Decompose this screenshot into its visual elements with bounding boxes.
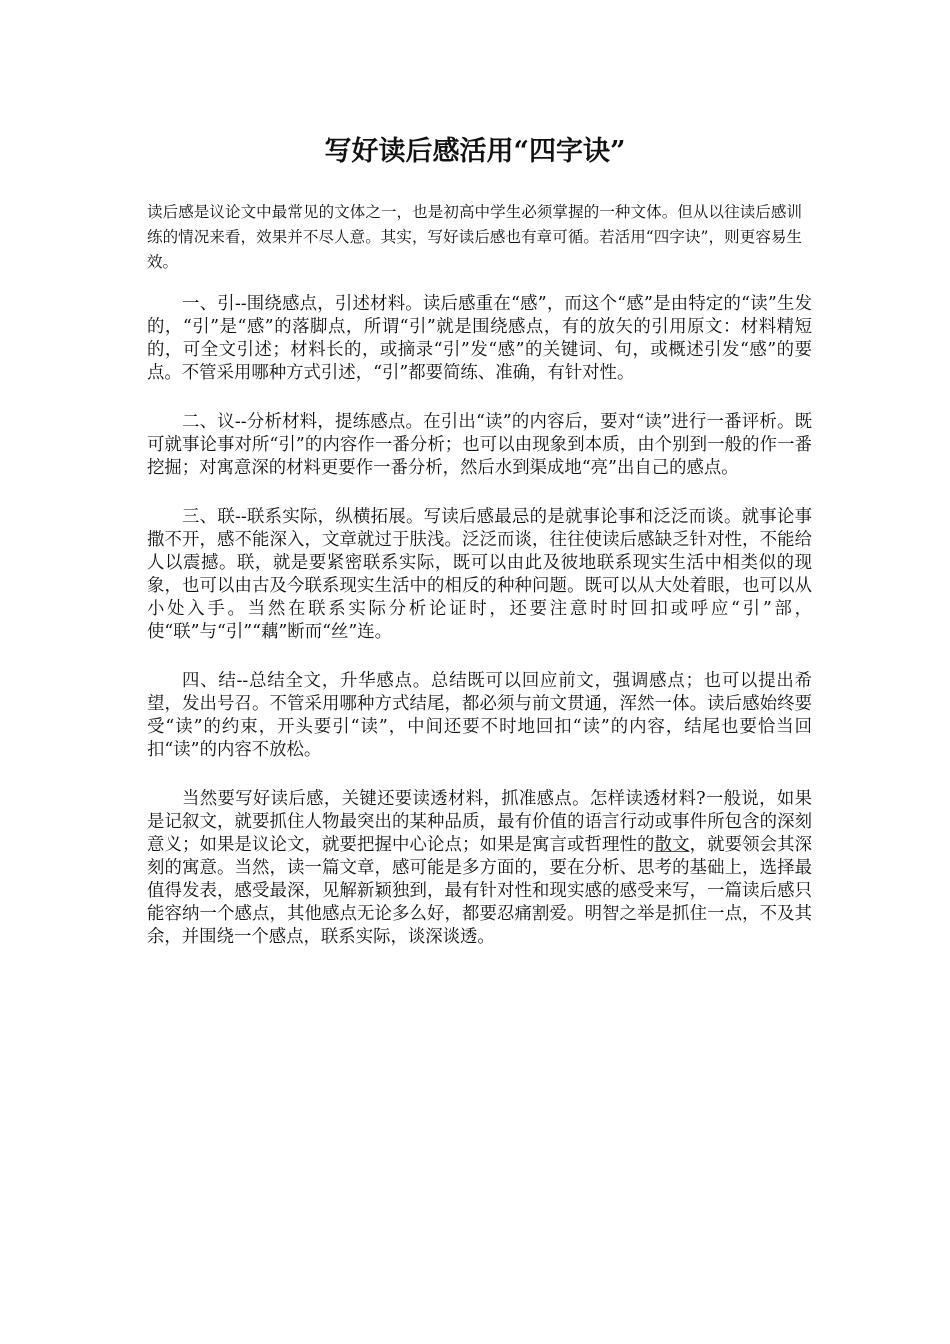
conclusion-text-before-link: 当然要写好读后感，关键还要读透材料，抓准感点。怎样读透材料?一般说，如果是记叙文，就要抓住人物最突出的某种品质，最有价值的语言行动或事件所包含的深刻意义；如果是议论文，就要把握中心论点；如果是寓言或哲理性的 — [147, 789, 812, 855]
paragraph-conclusion — [147, 788, 812, 949]
document-body — [147, 293, 812, 975]
conclusion-text-after-link: ，就要领会其深刻的寓意。当然，读一篇文章，感可能是多方面的，要在分析、思考的基础上，选择最值得发表，感受最深，见解新颖独到，最有针对性和现实感的感受来写，一篇读后感只能容纳一个感点，其他感点无论多么好，都要忍痛割爱。明智之举是抓住一点，不及其余，并围绕一个感点，联系实际，谈深谈透。 — [147, 835, 812, 947]
sanwen-link[interactable]: 散文 — [654, 835, 690, 855]
document-title: 写好读后感活用“四字诀” — [324, 136, 626, 167]
paragraph-jie: 四、结--总结全文，升华感点。总结既可以回应前文，强调感点；也可以提出希望，发出号召。不管采用哪种方式结尾，都必须与前文贯通，浑然一体。读后感始终要受“读”的约束，开头要引“读”，中间还要不时地回扣“读”的内容，结尾也要恰当回扣“读”的内容不放松。 — [147, 671, 812, 760]
paragraph-lian: 三、联--联系实际，纵横拓展。写读后感最忌的是就事论事和泛泛而谈。就事论事撒不开，感不能深入，文章就过于肤浅。泛泛而谈，往往使读后感缺乏针对性，不能给人以震撼。联，就是要紧密联系实际，既可以由此及彼地联系现实生活中相类似的现象，也可以由古及今联系现实生活中的相反的种种问题。既可以从大处着眼，也可以从小处入手。当然在联系实际分析论证时，还要注意时时回扣或呼应“引”部，使“联”与“引”“藕”断而“丝”连。 — [147, 507, 812, 642]
paragraph-yin: 一、引--围绕感点，引述材料。读后感重在“感”，而这个“感”是由特定的“读”生发的，“引”是“感”的落脚点，所谓“引”就是围绕感点，有的放矢的引用原文：材料精短的，可全文引述；材料长的，或摘录“引”发“感”的关键词、句，或概述引发“感”的要点。不管采用哪种方式引述，“引”都要简练、准确，有针对性。 — [147, 294, 812, 383]
paragraph-yi: 二、议--分析材料，提练感点。在引出“读”的内容后，要对“读”进行一番评析。既可就事论事对所“引”的内容作一番分析；也可以由现象到本质，由个别到一般的作一番挖掘；对寓意深的材料更要作一番分析，然后水到渠成地“亮”出自己的感点。 — [147, 412, 812, 478]
intro-paragraph: 读后感是议论文中最常见的文体之一，也是初高中学生必须掌握的一种文体。但从以往读后感训练的情况来看，效果并不尽人意。其实，写好读后感也有章可循。若活用“四字诀”，则更容易生效。 — [147, 203, 802, 271]
